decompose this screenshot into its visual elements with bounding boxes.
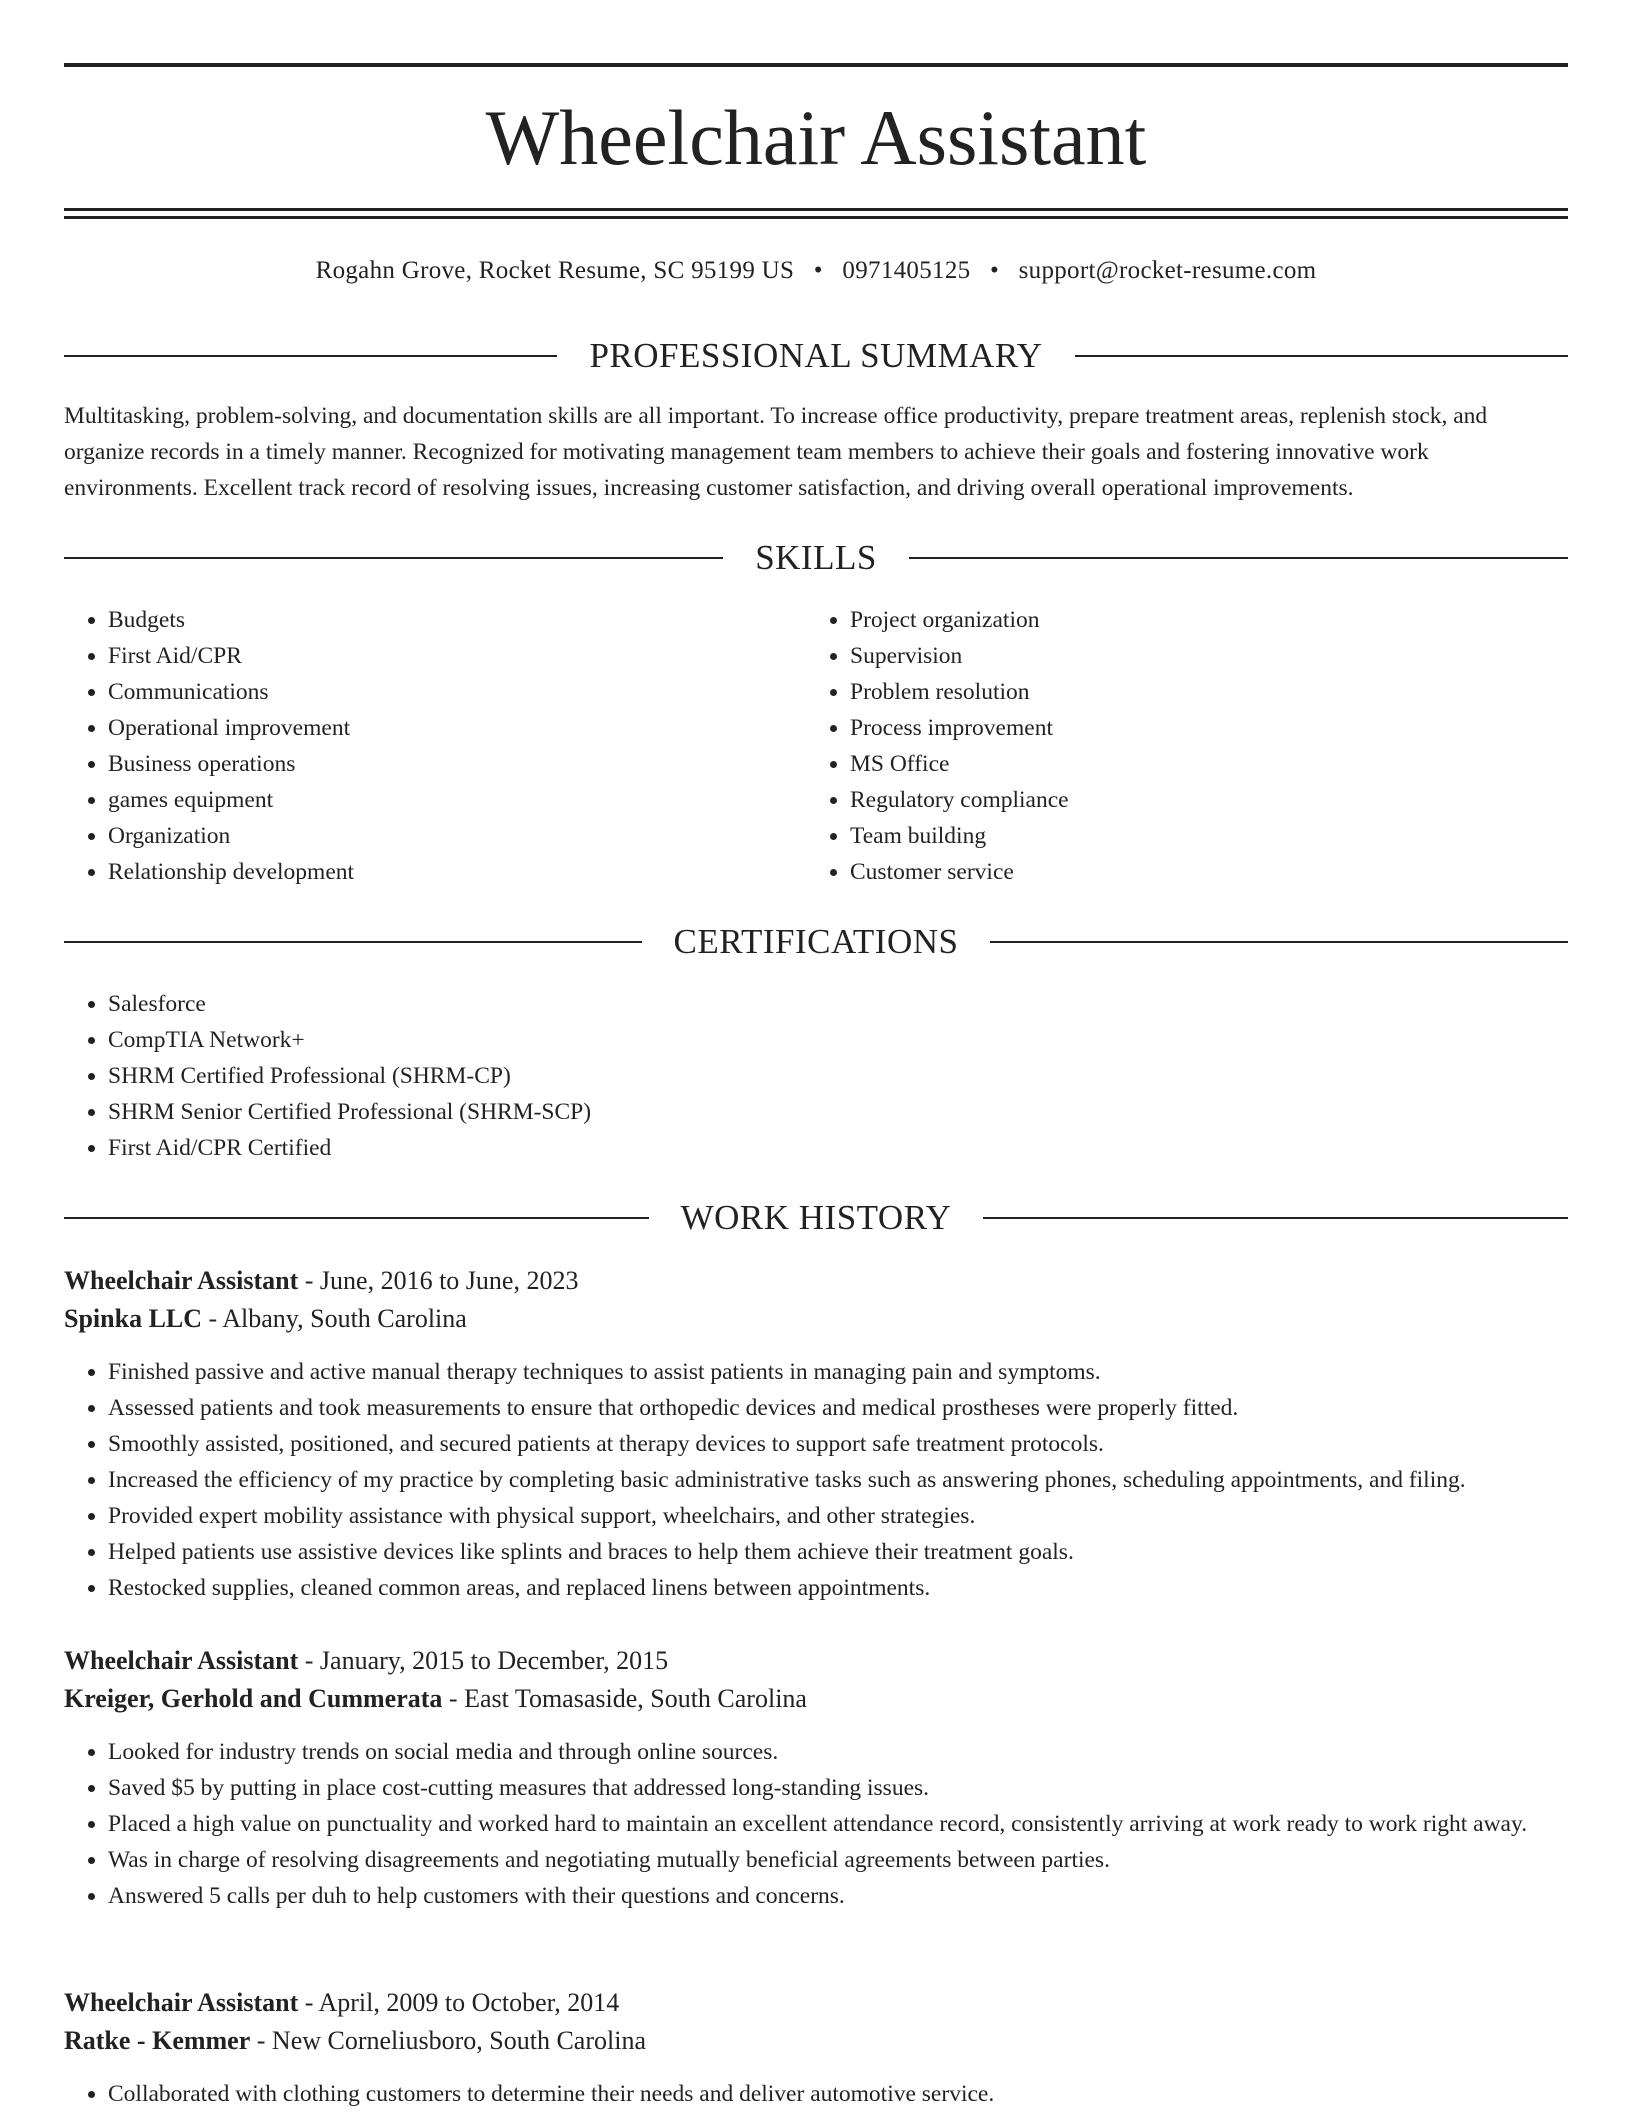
job-dates: - January, 2015 to December, 2015 [298,1646,669,1675]
skill-item: • Problem resolution [850,674,1506,710]
skill-item: • Communications [108,674,764,710]
job-entry [64,1642,1568,1914]
contact-separator: • [813,257,823,284]
summary-text: Multitasking, problem-solving, and documentation skills are all important. To increase office productivity, prepare treatment areas, replenish stock, and organize records in a timely manner. Recognized for motivating management team members to achieve their goals and fostering innovative work environments. Excellent track record of resolving issues, increasing customer satisfaction, and driving overall operational improvements. [64,403,1488,501]
job-location: - East Tomasaside, South Carolina [442,1684,807,1713]
certifications-list [64,986,1568,1166]
job-bullet-item: • Finished passive and active manual therapy techniques to assist patients in managing pain and symptoms. [108,1354,1568,1390]
skills-list-left [64,602,764,890]
job-company: Kreiger, Gerhold and Cummerata [64,1684,443,1713]
job-dates: - April, 2009 to October, 2014 [298,1988,620,2017]
heading-rule-left [64,941,642,943]
job-bullet-item: • Provided expert mobility assistance with physical support, wheelchairs, and other strategies. [108,1498,1568,1534]
skill-item: • Team building [850,818,1506,854]
job-bullet-item: • Helped patients use assistive devices like splints and braces to help them achieve their treatment goals. [108,1534,1568,1570]
contact-line [64,254,1568,288]
certifications-block [64,986,1568,1166]
section-title: WORK HISTORY [680,1198,952,1237]
section-heading-skills [64,536,1568,580]
skill-item: • MS Office [850,746,1506,782]
job-bullet-item: • Answered 5 calls per duh to help customers with their questions and concerns. [108,1878,1568,1914]
job-bullets [64,2076,1568,2112]
skill-item: • Project organization [850,602,1506,638]
job-title: Wheelchair Assistant [64,1646,299,1675]
job-title: Wheelchair Assistant [64,1266,299,1295]
heading-rule-right [990,941,1568,943]
job-company: Ratke - Kemmer [64,2026,251,2055]
job-bullets [64,1734,1568,1914]
heading-rule-right [909,557,1568,559]
certification-item: • SHRM Certified Professional (SHRM-CP) [108,1058,1568,1094]
job-title: Wheelchair Assistant [64,1988,299,2017]
section-heading-certifications [64,920,1568,964]
skill-item: • Operational improvement [108,710,764,746]
skill-item: • games equipment [108,782,764,818]
skill-item: • Regulatory compliance [850,782,1506,818]
heading-rule-left [64,1217,649,1219]
section-title: PROFESSIONAL SUMMARY [589,336,1043,375]
job-title-line [64,1984,1568,2022]
job-bullet-item: • Saved $5 by putting in place cost-cutting measures that addressed long-standing issues. [108,1770,1568,1806]
section-title: CERTIFICATIONS [673,922,959,961]
certification-item: • First Aid/CPR Certified [108,1130,1568,1166]
skill-item: • Customer service [850,854,1506,890]
job-company-line [64,1300,1568,1338]
skill-item: • Supervision [850,638,1506,674]
certification-item: • Salesforce [108,986,1568,1022]
contact-address: Rogahn Grove, Rocket Resume, SC 95199 US [315,257,795,284]
skill-item: • Organization [108,818,764,854]
section-heading-work-history [64,1196,1568,1240]
skills-list-right [806,602,1506,890]
skills-column-right [806,602,1506,890]
skill-item: • First Aid/CPR [108,638,764,674]
job-company-line [64,1680,1568,1718]
skill-item: • Budgets [108,602,764,638]
job-company: Spinka LLC [64,1304,203,1333]
job-location: - New Corneliusboro, South Carolina [250,2026,646,2055]
heading-rule-left [64,355,557,357]
skill-item: • Business operations [108,746,764,782]
header-rule-upper [64,208,1568,211]
certification-item: • CompTIA Network+ [108,1022,1568,1058]
skills-column-left [64,602,764,890]
job-bullet-item: • Looked for industry trends on social media and through online sources. [108,1734,1568,1770]
section-heading-summary [64,334,1568,378]
job-bullet-item: • Assessed patients and took measurements to ensure that orthopedic devices and medical prostheses were properly fitted. [108,1390,1568,1426]
resume-name: Wheelchair Assistant [485,94,1147,181]
contact-email: support@rocket-resume.com [1018,257,1317,284]
skill-item: • Process improvement [850,710,1506,746]
heading-rule-left [64,557,723,559]
job-bullet-item: • Smoothly assisted, positioned, and secured patients at therapy devices to support safe treatment protocols. [108,1426,1568,1462]
job-company-line [64,2022,1568,2060]
job-entry [64,1262,1568,1606]
job-bullets [64,1354,1568,1606]
header-rule-lower [64,216,1568,219]
job-dates: - June, 2016 to June, 2023 [298,1266,579,1295]
job-title-line [64,1642,1568,1680]
certification-item: • SHRM Senior Certified Professional (SHRM-SCP) [108,1094,1568,1130]
job-bullet-item: • Collaborated with clothing customers to determine their needs and deliver automotive service. [108,2076,1568,2112]
job-bullet-item: • Was in charge of resolving disagreements and negotiating mutually beneficial agreements between parties. [108,1842,1568,1878]
contact-phone: 0971405125 [842,257,971,284]
job-location: - Albany, South Carolina [202,1304,467,1333]
contact-separator: • [989,257,1000,284]
job-entry [64,1984,1568,2112]
job-bullet-item: • Restocked supplies, cleaned common areas, and replaced linens between appointments. [108,1570,1568,1606]
heading-rule-right [983,1217,1568,1219]
section-title: SKILLS [755,538,877,577]
job-title-line [64,1262,1568,1300]
job-bullet-item: • Increased the efficiency of my practice by completing basic administrative tasks such as answering phones, scheduling appointments, and filing. [108,1462,1568,1498]
heading-rule-right [1075,355,1568,357]
skill-item: • Relationship development [108,854,764,890]
job-bullet-item: • Placed a high value on punctuality and worked hard to maintain an excellent attendance record, consistently arriving at work ready to work right away. [108,1806,1568,1842]
top-rule [64,63,1568,67]
